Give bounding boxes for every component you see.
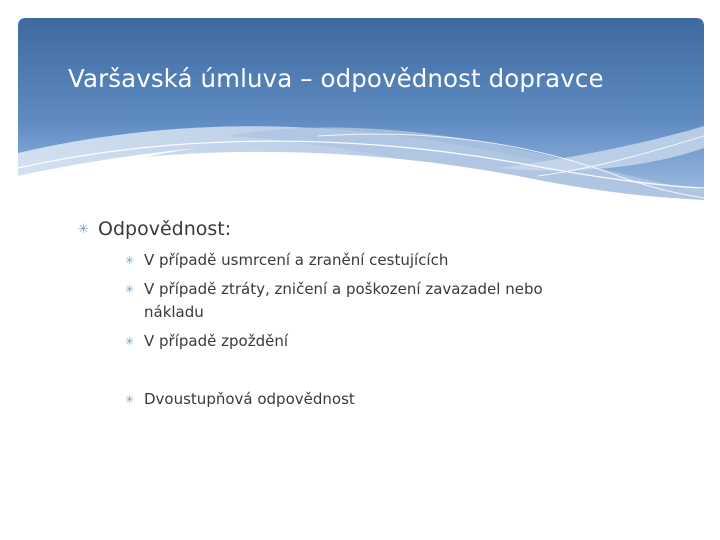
bullet-icon: ✳ <box>125 393 135 406</box>
bullet-icon: ✳ <box>125 283 135 296</box>
bullet-text: Odpovědnost: <box>98 218 232 240</box>
bullet-text: V případě usmrcení a zranění cestujících <box>144 251 449 269</box>
bullet-icon: ✳ <box>78 222 89 237</box>
sub-bullet-zpozdeni <box>125 332 288 350</box>
bullet-text-continuation: nákladu <box>144 303 204 321</box>
sub-bullet-usmrceni <box>125 251 448 269</box>
bullet-text: V případě ztráty, zničení a poškození zavazadel nebo <box>144 280 543 298</box>
bullet-text: V případě zpoždění <box>144 332 288 350</box>
bullet-text: Dvoustupňová odpovědnost <box>144 390 355 408</box>
sub-bullet-ztraty <box>125 280 543 298</box>
page-title: Varšavská úmluva – odpovědnost dopravce <box>68 64 604 93</box>
sub-bullet-dvoustupnova <box>125 390 355 408</box>
bullet-icon: ✳ <box>125 254 135 267</box>
bullet-odpovednost <box>78 218 231 240</box>
bullet-icon: ✳ <box>125 335 135 348</box>
